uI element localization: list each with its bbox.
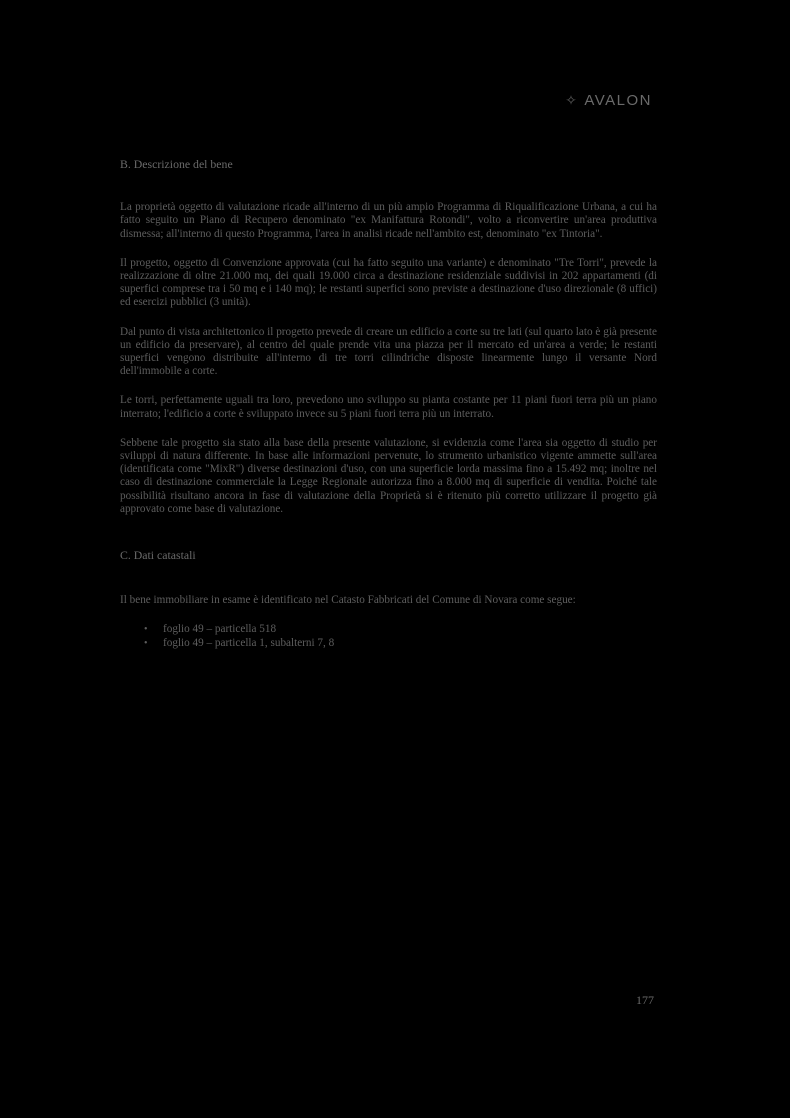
star-icon: ✧ xyxy=(565,92,579,108)
paragraph: La proprietà oggetto di valutazione ricade all'interno di un più ampio Programma di Riqualificazione Urbana, a cui ha fatto seguito un Piano di Recupero denominato "ex Manifattura Rotondi", volto a riconvertire un'area produttiva dismessa; all'interno di questo Programma, l'area in analisi ricade nell'ambito est, denominato "ex Tintoria". xyxy=(120,201,657,240)
cadastral-intro: Il bene immobiliare in esame è identificato nel Catasto Fabbricati del Comune di Novara come segue: xyxy=(120,594,576,607)
list-item xyxy=(120,637,657,651)
paragraph: Le torri, perfettamente uguali tra loro, prevedono uno sviluppo su pianta costante per 11 piani fuori terra più un piano interrato; l'edificio a corte è sviluppato invece su 5 piani fuori terra più un interrato. xyxy=(120,394,657,420)
list-item-text: foglio 49 – particella 518 xyxy=(163,623,277,636)
list-item-text: foglio 49 – particella 1, subalterni 7, 8 xyxy=(163,637,335,650)
paragraph: Sebbene tale progetto sia stato alla base della presente valutazione, si evidenzia come l'area sia oggetto di studio per sviluppi di natura differente. In base alle informazioni pervenute, lo strumento urbanistico vigente ammette sull'area (identificata come "MixR") diverse destinazioni d'uso, con una superficie lorda massima fino a 15.492 mq; inoltre nel caso di destinazione commerciale la Legge Regionale autorizza fino a 8.000 mq di superficie di vendita. Poiché tale possibilità risultano ancora in fase di valutazione della Proprietà si è ritenuto più corretto utilizzare il progetto già approvato come base di valutazione. xyxy=(120,436,657,515)
section-b-heading: B. Descrizione del bene xyxy=(120,157,233,171)
page-content xyxy=(120,158,657,651)
section-c-heading: C. Dati catastali xyxy=(120,548,196,563)
avalon-logo xyxy=(565,92,652,109)
logo-text: AVALON xyxy=(584,92,652,109)
paragraph: Dal punto di vista architettonico il progetto prevede di creare un edificio a corte su tre lati (sul quarto lato è già presente un edificio da preservare), al centro del quale prende vita una piazza per il mercato ed un'area a verde; le restanti superfici vengono distribuite all'interno di tre torri cilindriche disposte linearmente lungo il versante Nord dell'immobile a corte. xyxy=(120,325,657,378)
page-number: 177 xyxy=(636,993,654,1007)
list-item xyxy=(120,623,657,637)
cadastral-list xyxy=(120,623,657,651)
paragraph: Il progetto, oggetto di Convenzione approvata (cui ha fatto seguito una variante) e denominato "Tre Torri", prevede la realizzazione di oltre 21.000 mq, dei quali 19.000 circa a destinazione residenziale suddivisi in 202 appartamenti (di superfici comprese tra i 50 mq e i 140 mq); le restanti superfici sono previste a destinazione d'uso direzionale (8 uffici) ed esercizi pubblici (3 unità). xyxy=(120,256,657,309)
bullet-icon: • xyxy=(144,638,148,650)
bullet-icon: • xyxy=(144,624,148,636)
